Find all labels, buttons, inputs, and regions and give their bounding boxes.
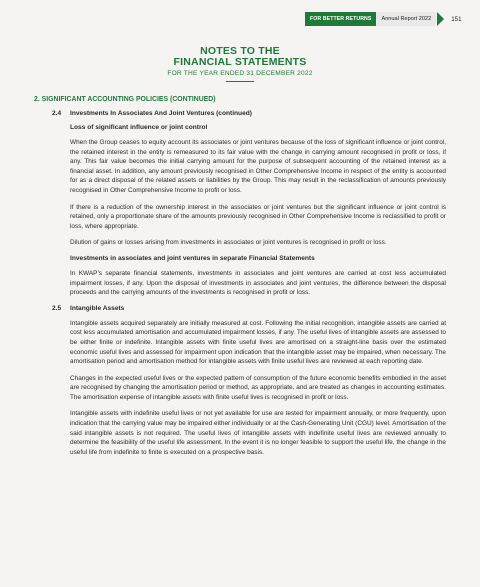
- report-title: Annual Report 2022: [376, 12, 436, 26]
- sub-heading: Investments in associates and joint ventures in separate Financial Statements: [70, 254, 315, 262]
- subsection-2-5-heading: [52, 305, 446, 312]
- page-number: 151: [451, 15, 462, 23]
- subsection-title: Intangible Assets: [70, 304, 125, 312]
- paragraph: If there is a reduction of the ownership interest in the associates or joint ventures but the significant influence or joint control is retained, only a proportionate share of the amounts previously recognised in Other Comprehensive Income is reclassified to profit or loss, where appropriate.: [70, 203, 446, 230]
- paragraph: Intangible assets acquired separately are initially measured at cost. Following the initial recognition, intangible assets are carried at cost less accumulated amortisation and accumulated impairment losses, if any. The useful lives of intangible assets are assessed to be either finite or indefinite. Intangible assets with finite useful lives are amortised on a straight-line basis over the estimated economic useful lives and assessed for impairment upon indication that the intangible asset may be impaired, when necessary. The amortisation period and amortisation method for intangible assets with finite useful lives are reviewed at each reporting date.: [70, 319, 446, 366]
- page-title-line2: FINANCIAL STATEMENTS: [173, 56, 307, 68]
- subsection-number: 2.5: [52, 304, 62, 312]
- page-title-block: [0, 46, 480, 82]
- main-content: [52, 110, 446, 464]
- subsection-2-4-body: [70, 124, 446, 298]
- page-header: [305, 12, 462, 26]
- page-subtitle: FOR THE YEAR ENDED 31 DECEMBER 2022: [167, 70, 313, 77]
- subsection-number: 2.4: [52, 110, 62, 117]
- tagline: FOR BETTER RETURNS: [305, 12, 376, 26]
- paragraph: Intangible assets with indefinite useful lives or not yet available for use are tested for impairment annually, or more frequently, upon indication that the carrying value may be impaired either individually or at the Cash-Generating Unit (CGU) level. Amortisation of the said intangible assets is not required. The useful lives of intangible assets with indefinite useful lives are reviewed annually to determine the feasibility of the useful life assessment. In the event it is no longer feasible to support the useful life, the change in the useful life from indefinite to finite is executed on a prospective basis.: [70, 410, 446, 456]
- subsection-2-5-body: [70, 319, 446, 458]
- title-divider: [226, 81, 254, 82]
- sub-heading: Loss of significant influence or joint control: [70, 124, 208, 131]
- paragraph: Changes in the expected useful lives or the expected pattern of consumption of the future economic benefits embodied in the asset are recognised by changing the amortisation period or method, as appropriate, and are treated as changes in accounting estimates. The amortisation expense of intangible assets with finite useful lives is recognised in profit or loss.: [70, 374, 446, 401]
- page-title-line1: NOTES TO THE: [200, 45, 280, 57]
- paragraph: When the Group ceases to equity account its associates or joint ventures because of the loss of significant influence or joint control, the retained interest in the entity is remeasured to its fair value with the change in carrying amount recognised in profit or loss, if any. This fair value becomes the initial carrying amount for the purpose of subsequent accounting of the retained interest as a financial asset. In addition, any amount previously recognised in Other Comprehensive Income in respect of the entity is accounted for as a direct disposal of the related assets or liabilities by the Group. This may result in the reclassification of amounts previously recognised in Other Comprehensive Income to profit or loss.: [70, 139, 446, 194]
- paragraph: In KWAP’s separate financial statements, investments in associates and joint ventures are carried at cost less accumulated impairment losses, if any. Upon the disposal of investments in associates and joint ventures, the difference between the disposal proceeds and the carrying amounts of the investments is recognised in profit or loss.: [70, 269, 446, 297]
- subsection-title: Investments In Associates And Joint Ventures (continued): [70, 110, 252, 117]
- subsection-2-4-heading: [52, 110, 446, 117]
- section-heading: 2. SIGNIFICANT ACCOUNTING POLICIES (CONTINUED): [34, 96, 216, 103]
- chevron-right-icon: [437, 12, 444, 26]
- paragraph: Dilution of gains or losses arising from investments in associates or joint ventures is recognised in profit or loss.: [70, 239, 387, 247]
